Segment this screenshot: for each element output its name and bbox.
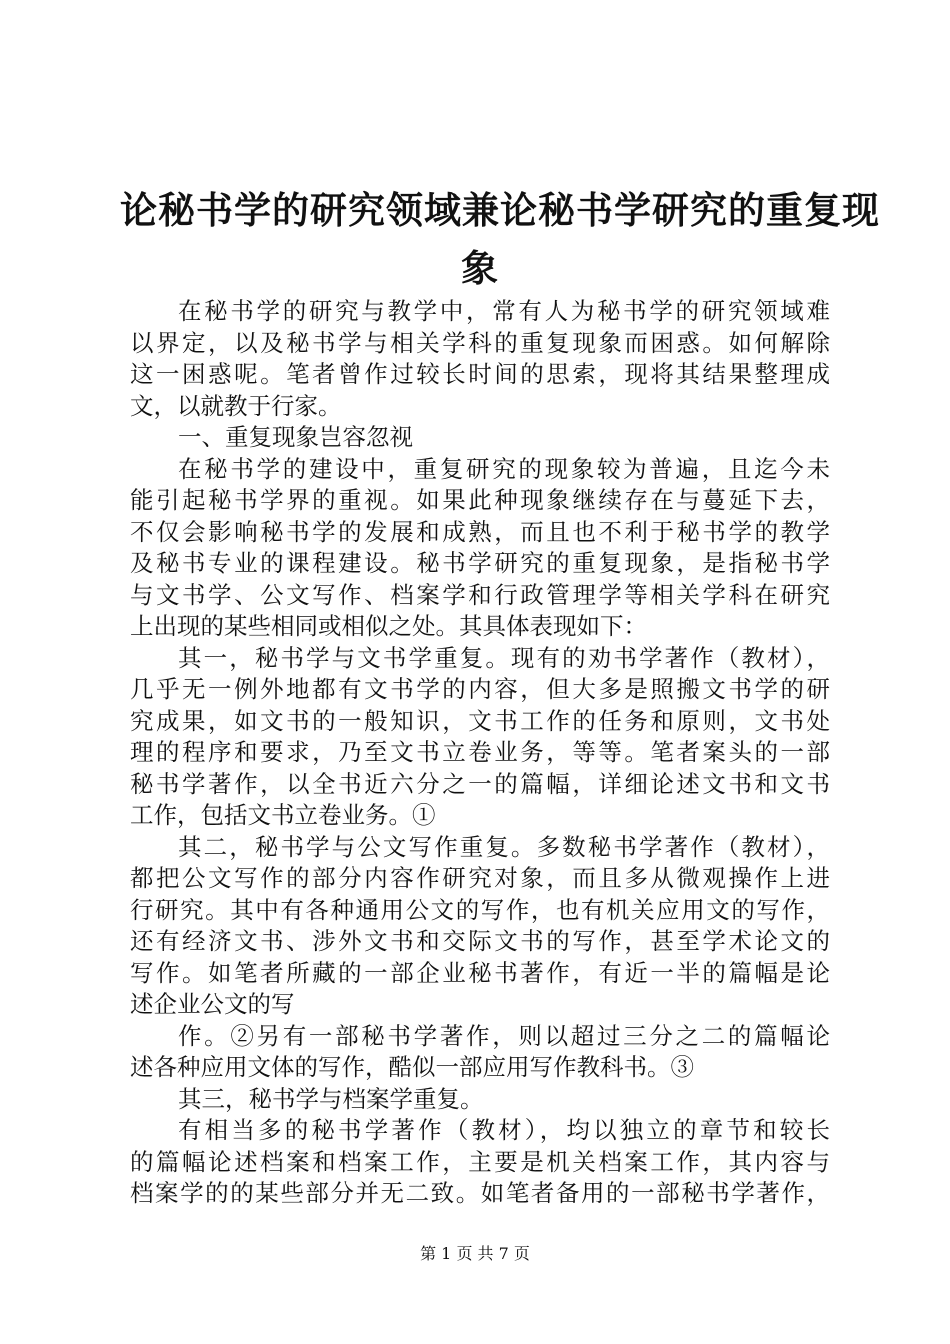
body-line: 理的程序和要求，乃至文书立卷业务，等等。笔者案头的一部 bbox=[130, 738, 830, 766]
section-heading: 一、重复现象岂容忽视 bbox=[178, 423, 413, 451]
document-title: 论秘书学的研究领域兼论秘书学研究的重复现 bbox=[120, 188, 880, 232]
body-line: 工作，包括文书立卷业务。① bbox=[130, 801, 436, 829]
body-line: 在秘书学的建设中，重复研究的现象较为普遍，且迄今未 bbox=[178, 454, 830, 483]
body-line: 上出现的某些相同或相似之处。其具体表现如下： bbox=[130, 612, 647, 640]
page-number-footer: 第 1 页 共 7 页 bbox=[420, 1244, 530, 1263]
body-line: 能引起秘书学界的重视。如果此种现象继续存在与蔓延下去， bbox=[130, 486, 830, 514]
body-line: 都把公文写作的部分内容作研究对象，而且多从微观操作上进 bbox=[130, 864, 830, 892]
body-line: 其二，秘书学与公文写作重复。多数秘书学著作（教材）， bbox=[178, 832, 830, 861]
body-line: 在秘书学的研究与教学中，常有人为秘书学的研究领域难 bbox=[178, 297, 830, 325]
body-line: 其一，秘书学与文书学重复。现有的劝书学著作（教材）， bbox=[178, 643, 830, 672]
body-line: 几乎无一例外地都有文书学的内容，但大多是照搬文书学的研 bbox=[130, 675, 830, 703]
body-line: 有相当多的秘书学著作（教材），均以独立的章节和较长 bbox=[178, 1116, 830, 1144]
body-line: 述企业公文的写 bbox=[130, 990, 295, 1018]
body-line: 究成果，如文书的一般知识，文书工作的任务和原则，文书处 bbox=[130, 706, 830, 735]
body-line: 这一困惑呢。笔者曾作过较长时间的思索，现将其结果整理成 bbox=[130, 360, 830, 388]
body-line: 文，以就教于行家。 bbox=[130, 391, 342, 420]
body-line: 以界定，以及秘书学与相关学科的重复现象而困惑。如何解除 bbox=[130, 328, 830, 357]
body-line: 的篇幅论述档案和档案工作，主要是机关档案工作，其内容与 bbox=[130, 1147, 830, 1176]
body-line: 作。②另有一部秘书学著作，则以超过三分之二的篇幅论 bbox=[178, 1021, 830, 1050]
body-line: 述各种应用文体的写作，酷似一部应用写作教科书。③ bbox=[130, 1053, 694, 1081]
body-line: 档案学的的某些部分并无二致。如笔者备用的一部秘书学著作， bbox=[130, 1179, 830, 1207]
body-line: 秘书学著作，以全书近六分之一的篇幅，详细论述文书和文书 bbox=[130, 769, 830, 798]
document-body bbox=[130, 296, 830, 1210]
body-line: 不仅会影响秘书学的发展和成熟，而且也不利于秘书学的教学 bbox=[130, 517, 830, 546]
body-line: 行研究。其中有各种通用公文的写作，也有机关应用文的写作， bbox=[130, 895, 830, 924]
body-line: 及秘书专业的课程建设。秘书学研究的重复现象，是指秘书学 bbox=[130, 549, 830, 577]
body-line: 写作。如笔者所藏的一部企业秘书著作，有近一半的篇幅是论 bbox=[130, 958, 830, 987]
section-heading: 其三，秘书学与档案学重复。 bbox=[178, 1084, 484, 1113]
body-line: 还有经济文书、涉外文书和交际文书的写作，甚至学术论文的 bbox=[130, 927, 830, 955]
body-line: 与文书学、公文写作、档案学和行政管理学等相关学科在研究 bbox=[130, 580, 830, 609]
document-title-continued: 象 bbox=[461, 246, 499, 290]
